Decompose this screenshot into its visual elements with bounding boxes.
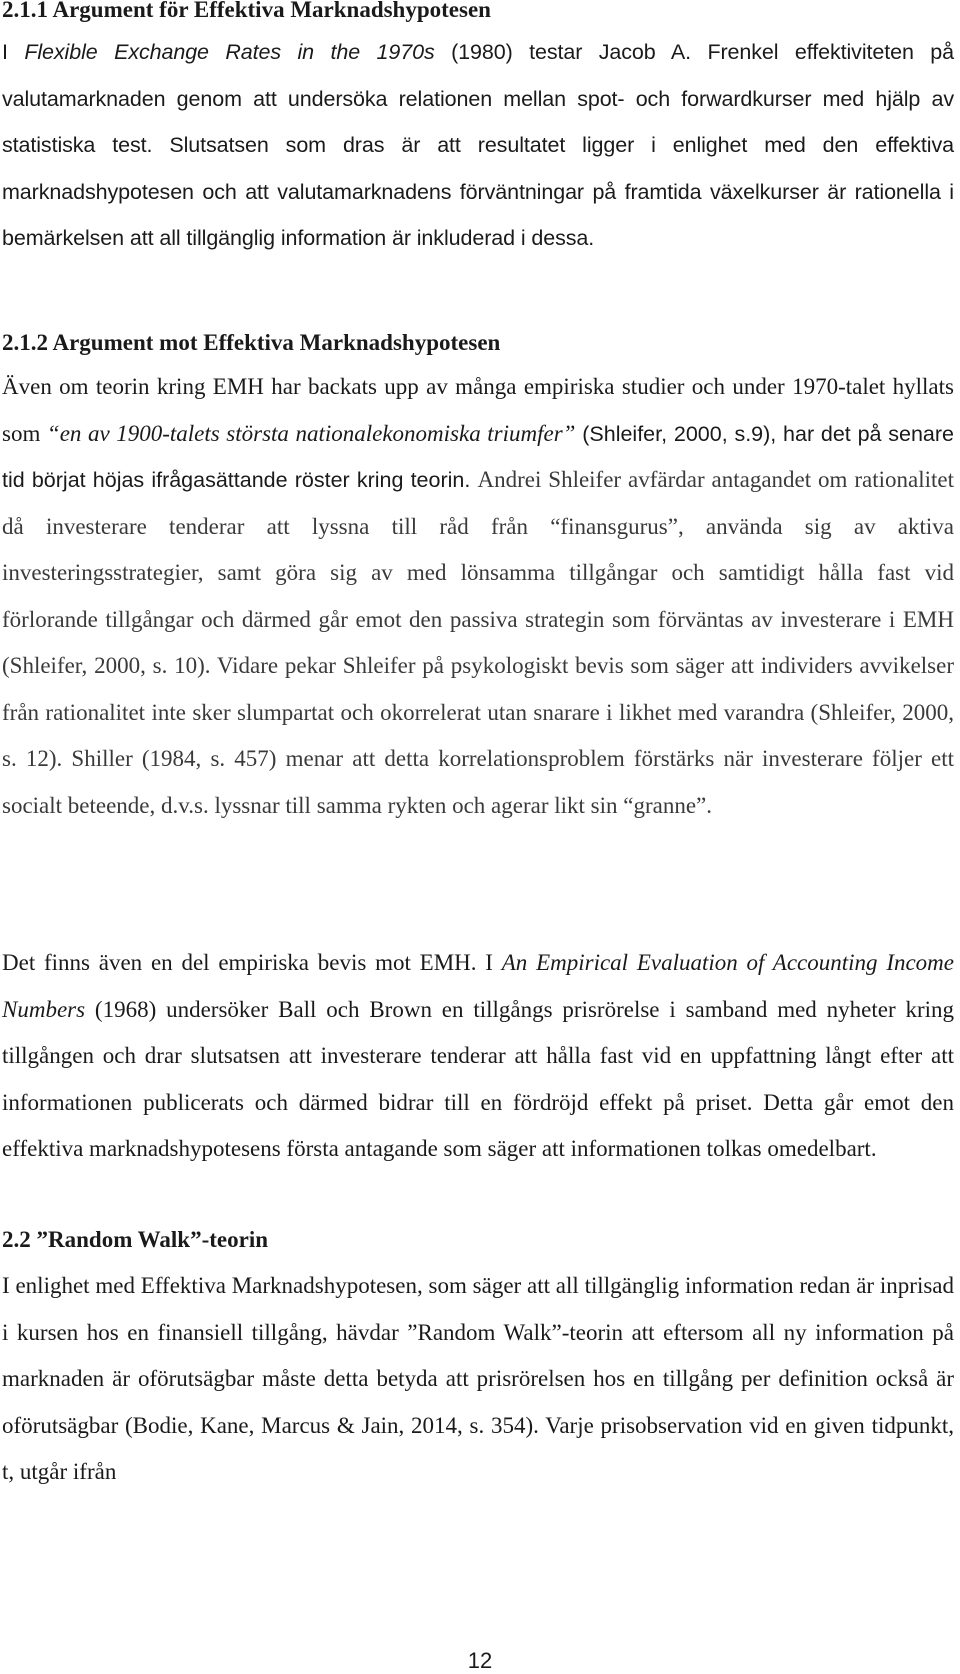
cited-title: Flexible Exchange Rates in the 1970s — [24, 40, 435, 64]
section-heading-2-1-2: 2.1.2 Argument mot Effektiva Marknadshypotesen — [2, 330, 501, 355]
text-segment: Även om teorin kring EMH har backats upp av många empiriska studier och under 1970-talet hyllats som — [2, 374, 954, 446]
text-segment: (Shleifer, 2000, s.9), har det på senare tid börjat höjas ifrågasättande röster kring teorin. — [2, 421, 954, 492]
paragraph-2-1-1 — [2, 29, 954, 262]
paragraph-2-1-2-first — [2, 364, 954, 829]
section-heading-2-1-1: 2.1.1 Argument för Effektiva Marknadshypotesen — [2, 0, 491, 22]
text-segment: I — [2, 40, 25, 64]
page-number: 12 — [467, 1648, 493, 1673]
cited-title: An Empirical Evaluation of Accounting Income Numbers — [2, 950, 955, 1022]
section-heading-2-2: 2.2 ”Random Walk”-teorin — [2, 1227, 269, 1252]
text-segment: (1968) undersöker Ball och Brown en tillgångs prisrörelse i samband med nyheter kring tillgången och drar slutsatsen att investerare tenderar att hålla fast vid en uppfattning långt efter att informationen publicerats och därmed bidrar till en fördröjd effekt på priset. Detta går emot den effektiva marknadshypotesens första antagande som säger att informationen tolkas omedelbart. — [2, 996, 954, 1161]
text-segment: Det finns även en del empiriska bevis mot EMH. I — [2, 950, 502, 975]
text-segment: (1980) testar Jacob A. Frenkel effektiviteten på valutamarknaden genom att undersöka relationen mellan spot- och forwardkurser med hjälp av statistiska test. Slutsatsen som dras är att resultatet ligger i enlighet med den effektiva marknadshypotesen och att valutamarknadens förväntningar på framtida växelkurser är rationella i bemärkelsen att all tillgänglig information är inkluderad i dessa. — [2, 40, 954, 250]
paragraph-2-2: I enlighet med Effektiva Marknadshypotesen, som säger att all tillgänglig information redan är inprisad i kursen hos en finansiell tillgång, hävdar ”Random Walk”-teorin att eftersom all ny information på marknaden är oförutsägbar måste detta betyda att prisrörelsen hos en tillgång per definition också är oförutsägbar (Bodie, Kane, Marcus & Jain, 2014, s. 354). Varje prisobservation vid en given tidpunkt, t, utgår ifrån — [2, 1273, 954, 1484]
text-segment: Andrei Shleifer avfärdar antagandet om rationalitet då investerare tenderar att lyssna till råd från “finansgurus”, använda sig av aktiva investeringsstrategier, samt göra sig av med lönsamma tillgångar och samtidigt hålla fast vid förlorande tillgångar och därmed går emot den passiva strategin som förväntas av investerare i EMH (Shleifer, 2000, s. 10). Vidare pekar Shleifer på psykologiskt bevis som säger att individers avvikelser från rationalitet inte sker slumpartat och okorrelerat utan snarare i likhet med varandra (Shleifer, 2000, s. 12). Shiller (1984, s. 457) menar att detta korrelationsproblem förstärks när investerare följer ett socialt beteende, d.v.s. lyssnar till samma rykten och agerar likt sin “granne”. — [2, 467, 954, 818]
paragraph-2-1-2-second — [2, 940, 954, 1173]
quoted-phrase: “en av 1900-talets största nationalekonomiska triumfer” — [46, 420, 576, 446]
